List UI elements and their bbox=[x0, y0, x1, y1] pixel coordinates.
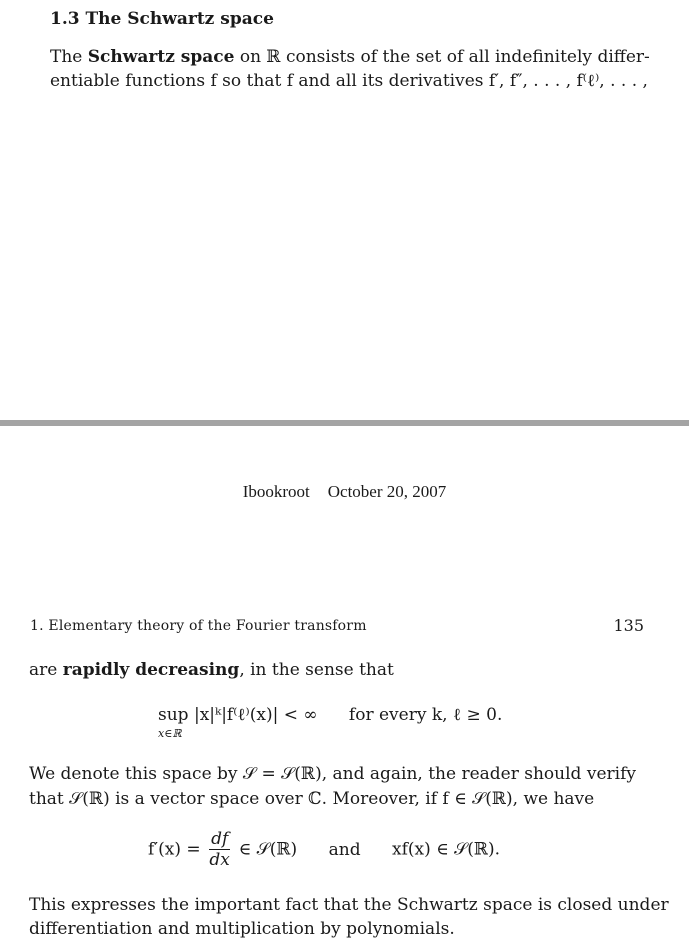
schwartz-space-term: Schwartz space bbox=[87, 47, 235, 67]
paragraph-line-2: entiable functions f so that f and all its derivatives f′, f″, . . . , f⁽ℓ⁾, . . . , bbox=[50, 71, 648, 91]
para1-intro: are bbox=[29, 660, 58, 680]
derivative-lhs: f′(x) = bbox=[148, 839, 201, 860]
and-connective: and bbox=[328, 839, 361, 860]
closure-paragraph bbox=[29, 893, 669, 941]
top-page bbox=[0, 0, 689, 420]
decay-equation bbox=[158, 705, 503, 740]
decay-expression: |x|ᵏ|f⁽ℓ⁾(x)| < ∞ bbox=[188, 705, 318, 725]
fraction-numerator: df bbox=[211, 829, 229, 849]
derivative-fraction bbox=[209, 829, 230, 870]
sup-operator bbox=[158, 705, 189, 740]
footer-stamp-name: Ibookroot bbox=[242, 482, 310, 501]
notation-paragraph bbox=[29, 762, 669, 812]
closure-line-2: differentiation and multiplication by polynomials. bbox=[29, 919, 455, 939]
paragraph-line-1 bbox=[50, 45, 670, 69]
closure-line-1: This expresses the important fact that the Schwartz space is closed under bbox=[29, 895, 669, 915]
rapidly-decreasing-paragraph bbox=[29, 660, 394, 680]
sup-label: sup bbox=[158, 705, 189, 725]
notation-line-1: We denote this space by 𝒮 = 𝒮(ℝ), and again, the reader should verify bbox=[29, 764, 636, 784]
paragraph-rest: on ℝ consists of the set of all indefinitely differ- bbox=[239, 47, 650, 67]
section-heading: 1.3 The Schwartz space bbox=[50, 9, 274, 29]
bottom-page bbox=[0, 426, 689, 947]
closure-equation bbox=[148, 829, 500, 881]
paragraph-intro: The bbox=[50, 47, 83, 67]
running-head: 1. Elementary theory of the Fourier transform bbox=[30, 618, 367, 634]
schwartz-definition-paragraph bbox=[50, 45, 670, 93]
decay-condition: for every k, ℓ ≥ 0. bbox=[348, 705, 503, 725]
multiplication-membership: xf(x) ∈ 𝒮(ℝ). bbox=[391, 839, 501, 860]
footer-stamp-date: October 20, 2007 bbox=[327, 482, 447, 501]
para1-rest: , in the sense that bbox=[239, 660, 394, 680]
page-number: 135 bbox=[613, 616, 644, 635]
sup-subscript: x∈ℝ bbox=[158, 727, 182, 740]
notation-line-2: that 𝒮(ℝ) is a vector space over ℂ. Moreover, if f ∈ 𝒮(ℝ), we have bbox=[29, 789, 595, 809]
footer-stamp bbox=[0, 482, 689, 502]
rapidly-decreasing-term: rapidly decreasing bbox=[62, 660, 240, 680]
derivative-membership: ∈ 𝒮(ℝ) bbox=[238, 839, 298, 860]
fraction-denominator: dx bbox=[209, 850, 230, 870]
